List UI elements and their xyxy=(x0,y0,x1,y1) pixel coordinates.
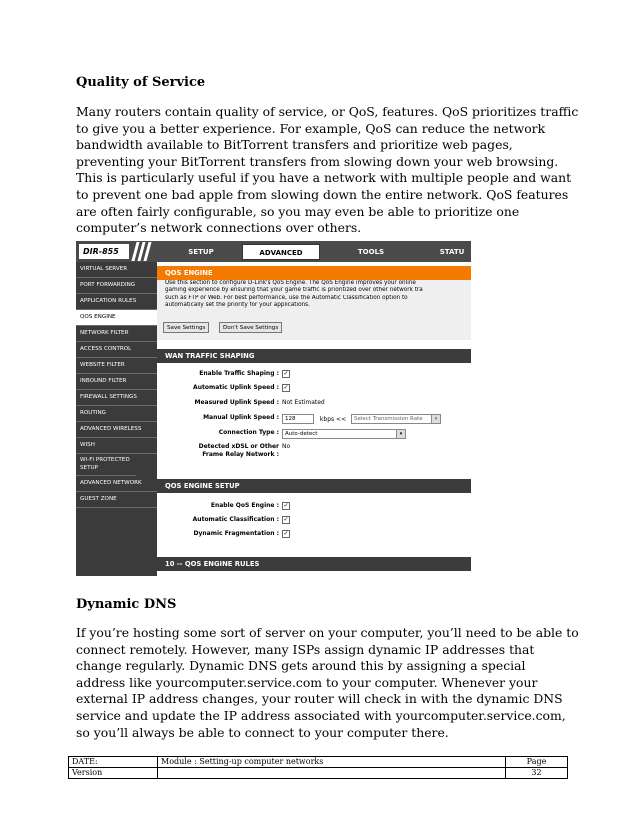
qos-engine-rules-header: 10 -- QOS ENGINE RULES xyxy=(157,557,471,571)
automatic-uplink-label: Automatic Uplink Speed : xyxy=(193,384,279,391)
router-top-bar xyxy=(76,241,471,262)
transmission-rate-select[interactable]: Select Transmission Rate ▾ xyxy=(351,414,441,424)
router-model-logo: DIR-855 xyxy=(79,244,129,259)
tab-status[interactable]: STATU xyxy=(439,248,465,256)
page-footer-table xyxy=(68,756,568,779)
chevron-down-icon: ▾ xyxy=(396,430,405,438)
xdsl-label-line1: Detected xDSL or Other xyxy=(198,443,279,450)
sidebar-item-port-forwarding[interactable]: PORT FORWARDING xyxy=(76,278,157,294)
kbps-label: kbps << xyxy=(319,415,347,423)
sidebar-item-wifi-protected-setup[interactable]: WI-FI PROTECTED SETUP xyxy=(76,454,136,476)
enable-traffic-shaping-label: Enable Traffic Shaping : xyxy=(199,370,279,377)
dynamic-dns-paragraph: If you’re hosting some sort of server on your computer, you’ll need to be able to connect remotely. However, many ISPs assign dynamic IP addresses that change regularly. Dynamic DNS gets around this by assigning a special address like yourcomputer.service.com to your computer. Whenever your external IP address changes, your router will check in with the dynamic DNS service and update the IP address associated with yourcomputer.service.com, so you’ll always be able to connect to your computer there. xyxy=(76,625,579,740)
tab-tools[interactable]: TOOLS xyxy=(357,248,385,256)
tab-setup[interactable]: SETUP xyxy=(188,248,214,256)
page-label: Page xyxy=(506,757,568,768)
sidebar-item-website-filter[interactable]: WEBSITE FILTER xyxy=(76,358,157,374)
qos-intro-text: Use this section to configure D-Link's QoS Engine. The QoS Engine improves your online gaming experience by ensuring that your game traffic is prioritized over other network tra such as FTP or Web. For best performance, use the Automatic Classification option to automatically set the priority for your applications. xyxy=(165,280,423,309)
measured-uplink-label: Measured Uplink Speed : xyxy=(194,399,279,406)
router-main-panel xyxy=(157,262,471,576)
module-label: Module : Setting-up computer networks xyxy=(158,757,506,768)
sidebar-item-routing[interactable]: ROUTING xyxy=(76,406,157,422)
dont-save-settings-button[interactable]: Don't Save Settings xyxy=(219,322,282,333)
sidebar-item-access-control[interactable]: ACCESS CONTROL xyxy=(76,342,157,358)
enable-qos-checkbox[interactable]: ✓ xyxy=(283,502,289,509)
connection-type-select[interactable]: Auto-detect ▾ xyxy=(282,429,406,439)
dynamic-fragmentation-label: Dynamic Fragmentation : xyxy=(193,530,279,537)
enable-qos-label: Enable QoS Engine : xyxy=(210,502,279,509)
sidebar-item-advanced-wireless[interactable]: ADVANCED WIRELESS xyxy=(76,422,157,438)
version-label: Version xyxy=(69,768,158,779)
automatic-classification-checkbox[interactable]: ✓ xyxy=(283,516,289,523)
qos-engine-title: QOS ENGINE xyxy=(157,266,471,280)
manual-uplink-label: Manual Uplink Speed : xyxy=(203,414,279,421)
automatic-classification-label: Automatic Classification : xyxy=(192,516,279,523)
automatic-uplink-checkbox[interactable]: ✓ xyxy=(283,384,289,391)
qos-paragraph: Many routers contain quality of service, or QoS, features. QoS prioritizes traffic to give you a better experience. For example, QoS can reduce the network bandwidth available to BitTorrent transfers and prioritize web pages, preventing your BitTorrent transfers from slowing down your web browsing. This is particularly useful if you have a network with multiple people and want to prevent one bad apple from slowing down the entire network. QoS features are often fairly configurable, so you may even be able to prioritize one computer’s network connections over others. xyxy=(76,104,579,236)
sidebar-item-advanced-network[interactable]: ADVANCED NETWORK xyxy=(76,476,157,492)
sidebar-item-qos-engine[interactable]: QOS ENGINE xyxy=(76,310,157,326)
sidebar-item-firewall-settings[interactable]: FIREWALL SETTINGS xyxy=(76,390,157,406)
router-sidebar xyxy=(76,262,157,576)
sidebar-item-virtual-server[interactable]: VIRTUAL SERVER xyxy=(76,262,157,278)
measured-uplink-value: Not Estimated xyxy=(282,399,325,406)
sidebar-item-wish[interactable]: WISH xyxy=(76,438,157,454)
wan-traffic-shaping-header: WAN TRAFFIC SHAPING xyxy=(157,349,471,363)
date-label: DATE: xyxy=(69,757,158,768)
xdsl-label-line2: Frame Relay Network : xyxy=(202,451,279,458)
section-heading-dynamic-dns: Dynamic DNS xyxy=(76,597,177,612)
dynamic-fragmentation-checkbox[interactable]: ✓ xyxy=(283,530,289,537)
chevron-down-icon: ▾ xyxy=(431,415,440,423)
sidebar-item-inbound-filter[interactable]: INBOUND FILTER xyxy=(76,374,157,390)
qos-engine-setup-header: QOS ENGINE SETUP xyxy=(157,479,471,493)
manual-uplink-input[interactable]: 128 xyxy=(282,414,314,424)
sidebar-item-network-filter[interactable]: NETWORK FILTER xyxy=(76,326,157,342)
router-screenshot xyxy=(76,241,471,576)
sidebar-item-guest-zone[interactable]: GUEST ZONE xyxy=(76,492,157,508)
xdsl-value: No xyxy=(282,443,291,450)
page-number: 32 xyxy=(506,768,568,779)
connection-type-label: Connection Type : xyxy=(218,429,279,436)
enable-traffic-shaping-checkbox[interactable]: ✓ xyxy=(283,370,289,377)
section-heading-qos: Quality of Service xyxy=(76,75,206,90)
sidebar-item-application-rules[interactable]: APPLICATION RULES xyxy=(76,294,157,310)
save-settings-button[interactable]: Save Settings xyxy=(163,322,209,333)
tab-advanced[interactable]: ADVANCED xyxy=(242,244,320,260)
